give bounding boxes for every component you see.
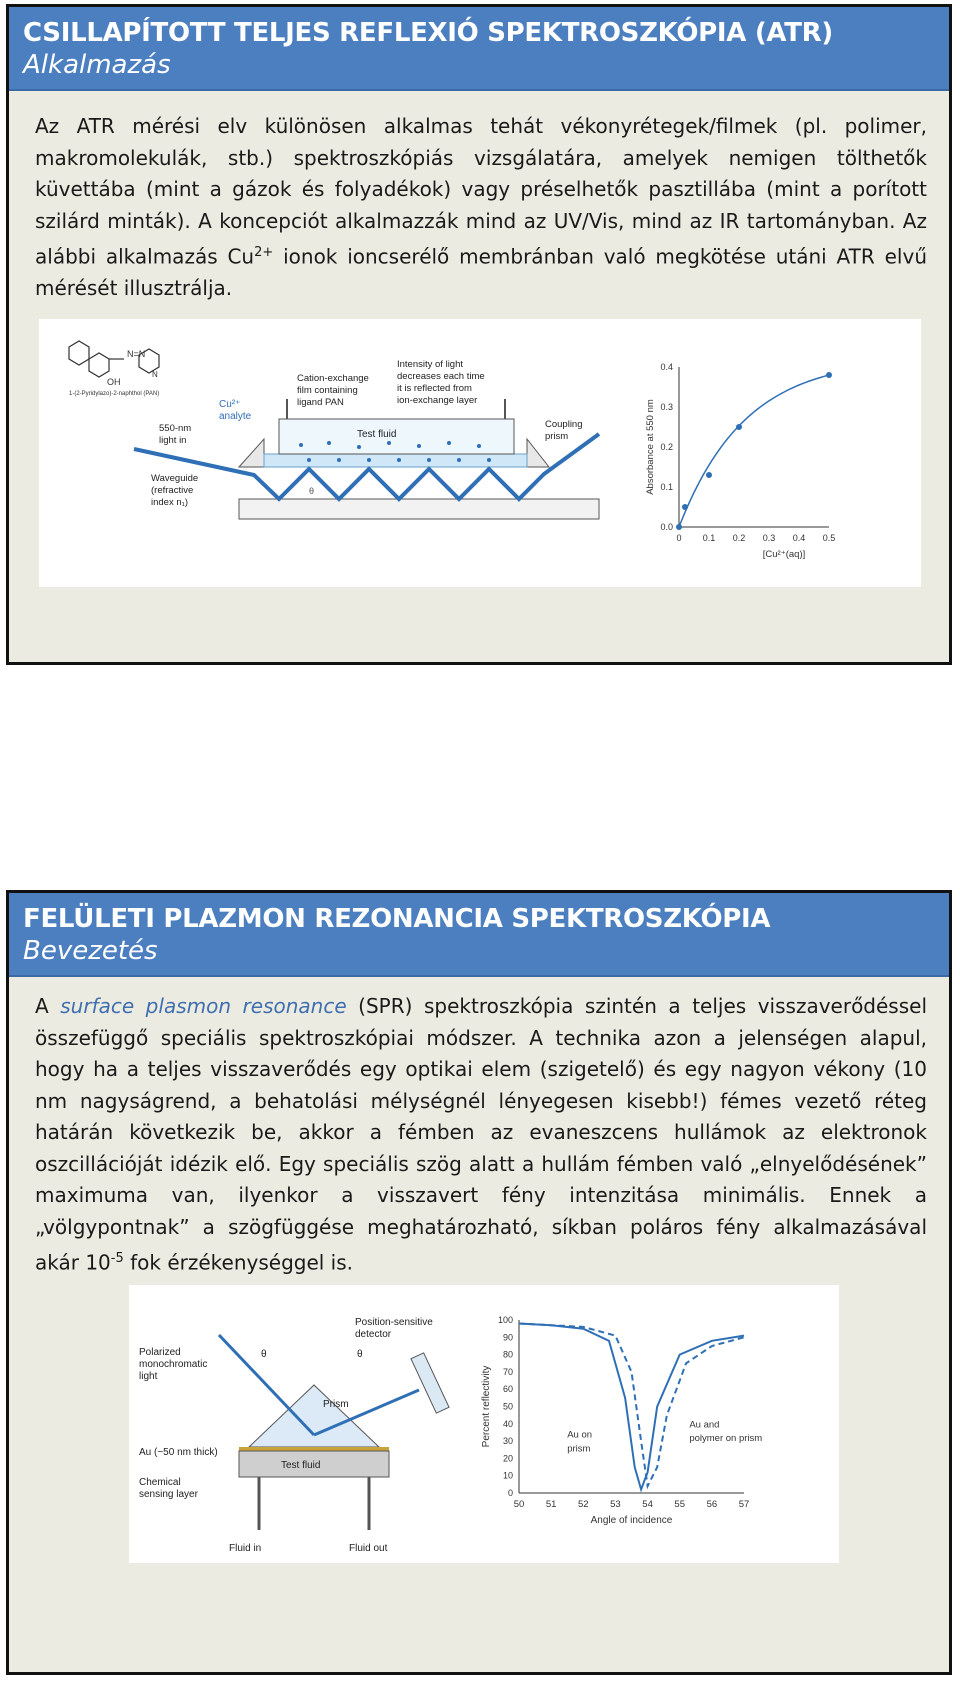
slide-subtitle: Bevezetés xyxy=(23,936,158,966)
x-tick-label: 57 xyxy=(738,1499,750,1510)
light-in-label-1: 550-nm xyxy=(159,423,192,434)
light-in-label-2: light in xyxy=(159,435,187,446)
waveguide-label-3: index n₁) xyxy=(151,497,189,508)
waveguide-label-2: (refractive xyxy=(151,485,194,496)
x-tick-label: 0 xyxy=(676,533,682,543)
fit-curve xyxy=(679,375,829,527)
y-tick-label: 50 xyxy=(502,1401,513,1412)
slide-title: CSILLAPÍTOTT TELJES REFLEXIÓ SPEKTROSZKÓPIA (ATR) xyxy=(23,18,833,48)
x-tick-label: 0.2 xyxy=(732,533,746,543)
waveguide-label-1: Waveguide xyxy=(151,473,199,484)
fluid-in-label: Fluid in xyxy=(229,1543,262,1554)
series-au-line xyxy=(519,1324,744,1490)
y-tick-label: 10 xyxy=(502,1470,513,1481)
cation-label-1: Cation-exchange xyxy=(297,373,369,384)
x-axis-label: [Cu²⁺(aq)] xyxy=(762,549,806,560)
y-tick-label: 0 xyxy=(507,1488,513,1498)
intensity-label-3: it is reflected from xyxy=(397,383,472,394)
reflectivity-chart xyxy=(129,1285,839,1563)
data-point xyxy=(706,472,712,478)
intensity-label-2: decreases each time xyxy=(397,371,485,382)
y-tick-label: 70 xyxy=(502,1366,513,1377)
test-fluid-label: Test fluid xyxy=(357,429,397,440)
chemical-label-2: sensing layer xyxy=(139,1489,198,1500)
polarized-label-1: Polarized xyxy=(139,1347,181,1358)
spr-figure xyxy=(129,1285,839,1563)
y-tick-label: 40 xyxy=(502,1418,513,1429)
x-tick-label: 52 xyxy=(577,1499,589,1510)
x-tick-label: 50 xyxy=(513,1499,525,1510)
polarized-label-3: light xyxy=(139,1371,158,1382)
data-point xyxy=(682,504,688,510)
n-label: N xyxy=(152,370,158,379)
absorbance-chart xyxy=(39,319,921,587)
polarized-label-2: monochromatic xyxy=(139,1359,208,1370)
slide-header xyxy=(9,893,949,977)
y-tick-label: 30 xyxy=(502,1436,513,1447)
intensity-label-4: ion-exchange layer xyxy=(397,395,478,406)
y-tick-label: 60 xyxy=(502,1384,513,1395)
molecule-name: 1-(2-Pyridylazo)-2-naphthol (PAN) xyxy=(69,391,160,397)
theta-left: θ xyxy=(261,1349,267,1360)
series-au-label-1: Au on xyxy=(567,1429,593,1441)
y-tick-label: 0.4 xyxy=(660,362,673,372)
prism-label: Prism xyxy=(323,1399,349,1410)
data-point xyxy=(736,424,742,430)
slide-spr xyxy=(6,890,952,1675)
y-tick-label: 0.2 xyxy=(660,442,673,452)
cu-label: Cu²⁺ xyxy=(219,399,241,410)
cation-label-2: film containing xyxy=(297,385,358,396)
data-point xyxy=(826,372,832,378)
slide-paragraph: A surface plasmon resonance (SPR) spektroszkópia szintén a teljes visszaverődéssel összefüggő speciális spektroszkópiai módszer. A technika azon a jelenségen alapul, hogy ha a teljes visszaverődés egy optikai elem (szigetelő) és egy nagyon vékony (10 nm nagyságrend, a behatolási mélységnél lényegesen kisebb!) fémes vezető réteg határán következik be, akkor a fémben az evaneszcens hullámok az elektronok oszcillációját idézik elő. Egy speciális szög alatt a hullám fémben való „elnyelődésének” maximuma van, ilyenkor a visszavert fény intenzitása minimális. Ennek a „völgypontnak” a szögfüggése meghatározható, síkban poláros fény alkalmazásával akár $10^{-5}$ fok érzékenységgel is. xyxy=(35,994,928,1275)
theta-right: θ xyxy=(357,1349,363,1360)
x-tick-label: 0.4 xyxy=(792,533,806,543)
spr-term: surface plasmon resonance xyxy=(60,994,347,1018)
series-polymer-label-1: Au and xyxy=(689,1419,720,1431)
series-polymer-label-2: polymer on prism xyxy=(689,1433,763,1445)
x-tick-label: 0.1 xyxy=(702,533,716,543)
detector-label-2: detector xyxy=(355,1329,392,1340)
x-tick-label: 0.3 xyxy=(762,533,776,543)
data-point xyxy=(676,524,682,530)
series-au-label-2: prism xyxy=(567,1443,591,1455)
x-tick-label: 53 xyxy=(610,1499,621,1510)
coupling-label-1: Coupling xyxy=(545,419,583,430)
intensity-label-1: Intensity of light xyxy=(397,359,464,370)
x-axis-label: Angle of incidence xyxy=(590,1515,673,1526)
x-tick-label: 51 xyxy=(545,1499,557,1510)
slide-atr xyxy=(6,4,952,665)
au-label: Au (~50 nm thick) xyxy=(139,1447,218,1458)
x-tick-label: 54 xyxy=(642,1499,653,1510)
oh-label: OH xyxy=(107,377,121,387)
x-tick-label: 0.5 xyxy=(822,533,836,543)
y-tick-label: 0.0 xyxy=(660,522,673,532)
slide-paragraph: Az ATR mérési elv különösen alkalmas tehát vékonyrétegek/filmek (pl. polimer, makromolekulák, stb.) spektroszkópiás vizsgálatára, amelyek nemigen tölthetők küvettába (mint a gázok és folyadékok) vagy préselhetők pasztillába (mint a porított szilárd minták). A koncepciót alkalmazzák mind az UV/Vis, mind az IR tartományban. Az alábbi alkalmazás $Cu^{2+}$ ionok ioncserélő membránban való megkötése utáni ATR elvű mérését illusztrálja. xyxy=(35,114,927,301)
series-polymer-line xyxy=(519,1324,744,1487)
x-tick-label: 55 xyxy=(674,1499,686,1510)
slide-header xyxy=(9,7,949,91)
cation-label-3: ligand PAN xyxy=(297,397,344,408)
atr-figure xyxy=(39,319,921,587)
chemical-label-1: Chemical xyxy=(139,1477,181,1488)
n-eq-n-label: N=N xyxy=(127,349,146,359)
y-axis-label: Absorbance at 550 nm xyxy=(645,399,656,495)
y-tick-label: 80 xyxy=(502,1349,513,1360)
test-fluid-label: Test fluid xyxy=(281,1460,321,1471)
y-tick-label: 0.1 xyxy=(660,482,673,492)
slide-subtitle: Alkalmazás xyxy=(23,50,171,80)
coupling-label-2: prism xyxy=(545,431,569,442)
y-tick-label: 90 xyxy=(502,1332,513,1343)
y-tick-label: 100 xyxy=(497,1315,513,1325)
slide-title: FELÜLETI PLAZMON REZONANCIA SPEKTROSZKÓPIA xyxy=(23,904,771,934)
y-axis-label: Percent reflectivity xyxy=(481,1365,492,1448)
y-tick-label: 0.3 xyxy=(660,402,673,412)
y-tick-label: 20 xyxy=(502,1453,513,1464)
x-tick-label: 56 xyxy=(706,1499,718,1510)
theta-label: θ xyxy=(309,486,315,496)
analyte-label: analyte xyxy=(219,411,252,422)
fluid-out-label: Fluid out xyxy=(349,1543,388,1554)
detector-label-1: Position-sensitive xyxy=(355,1317,433,1328)
